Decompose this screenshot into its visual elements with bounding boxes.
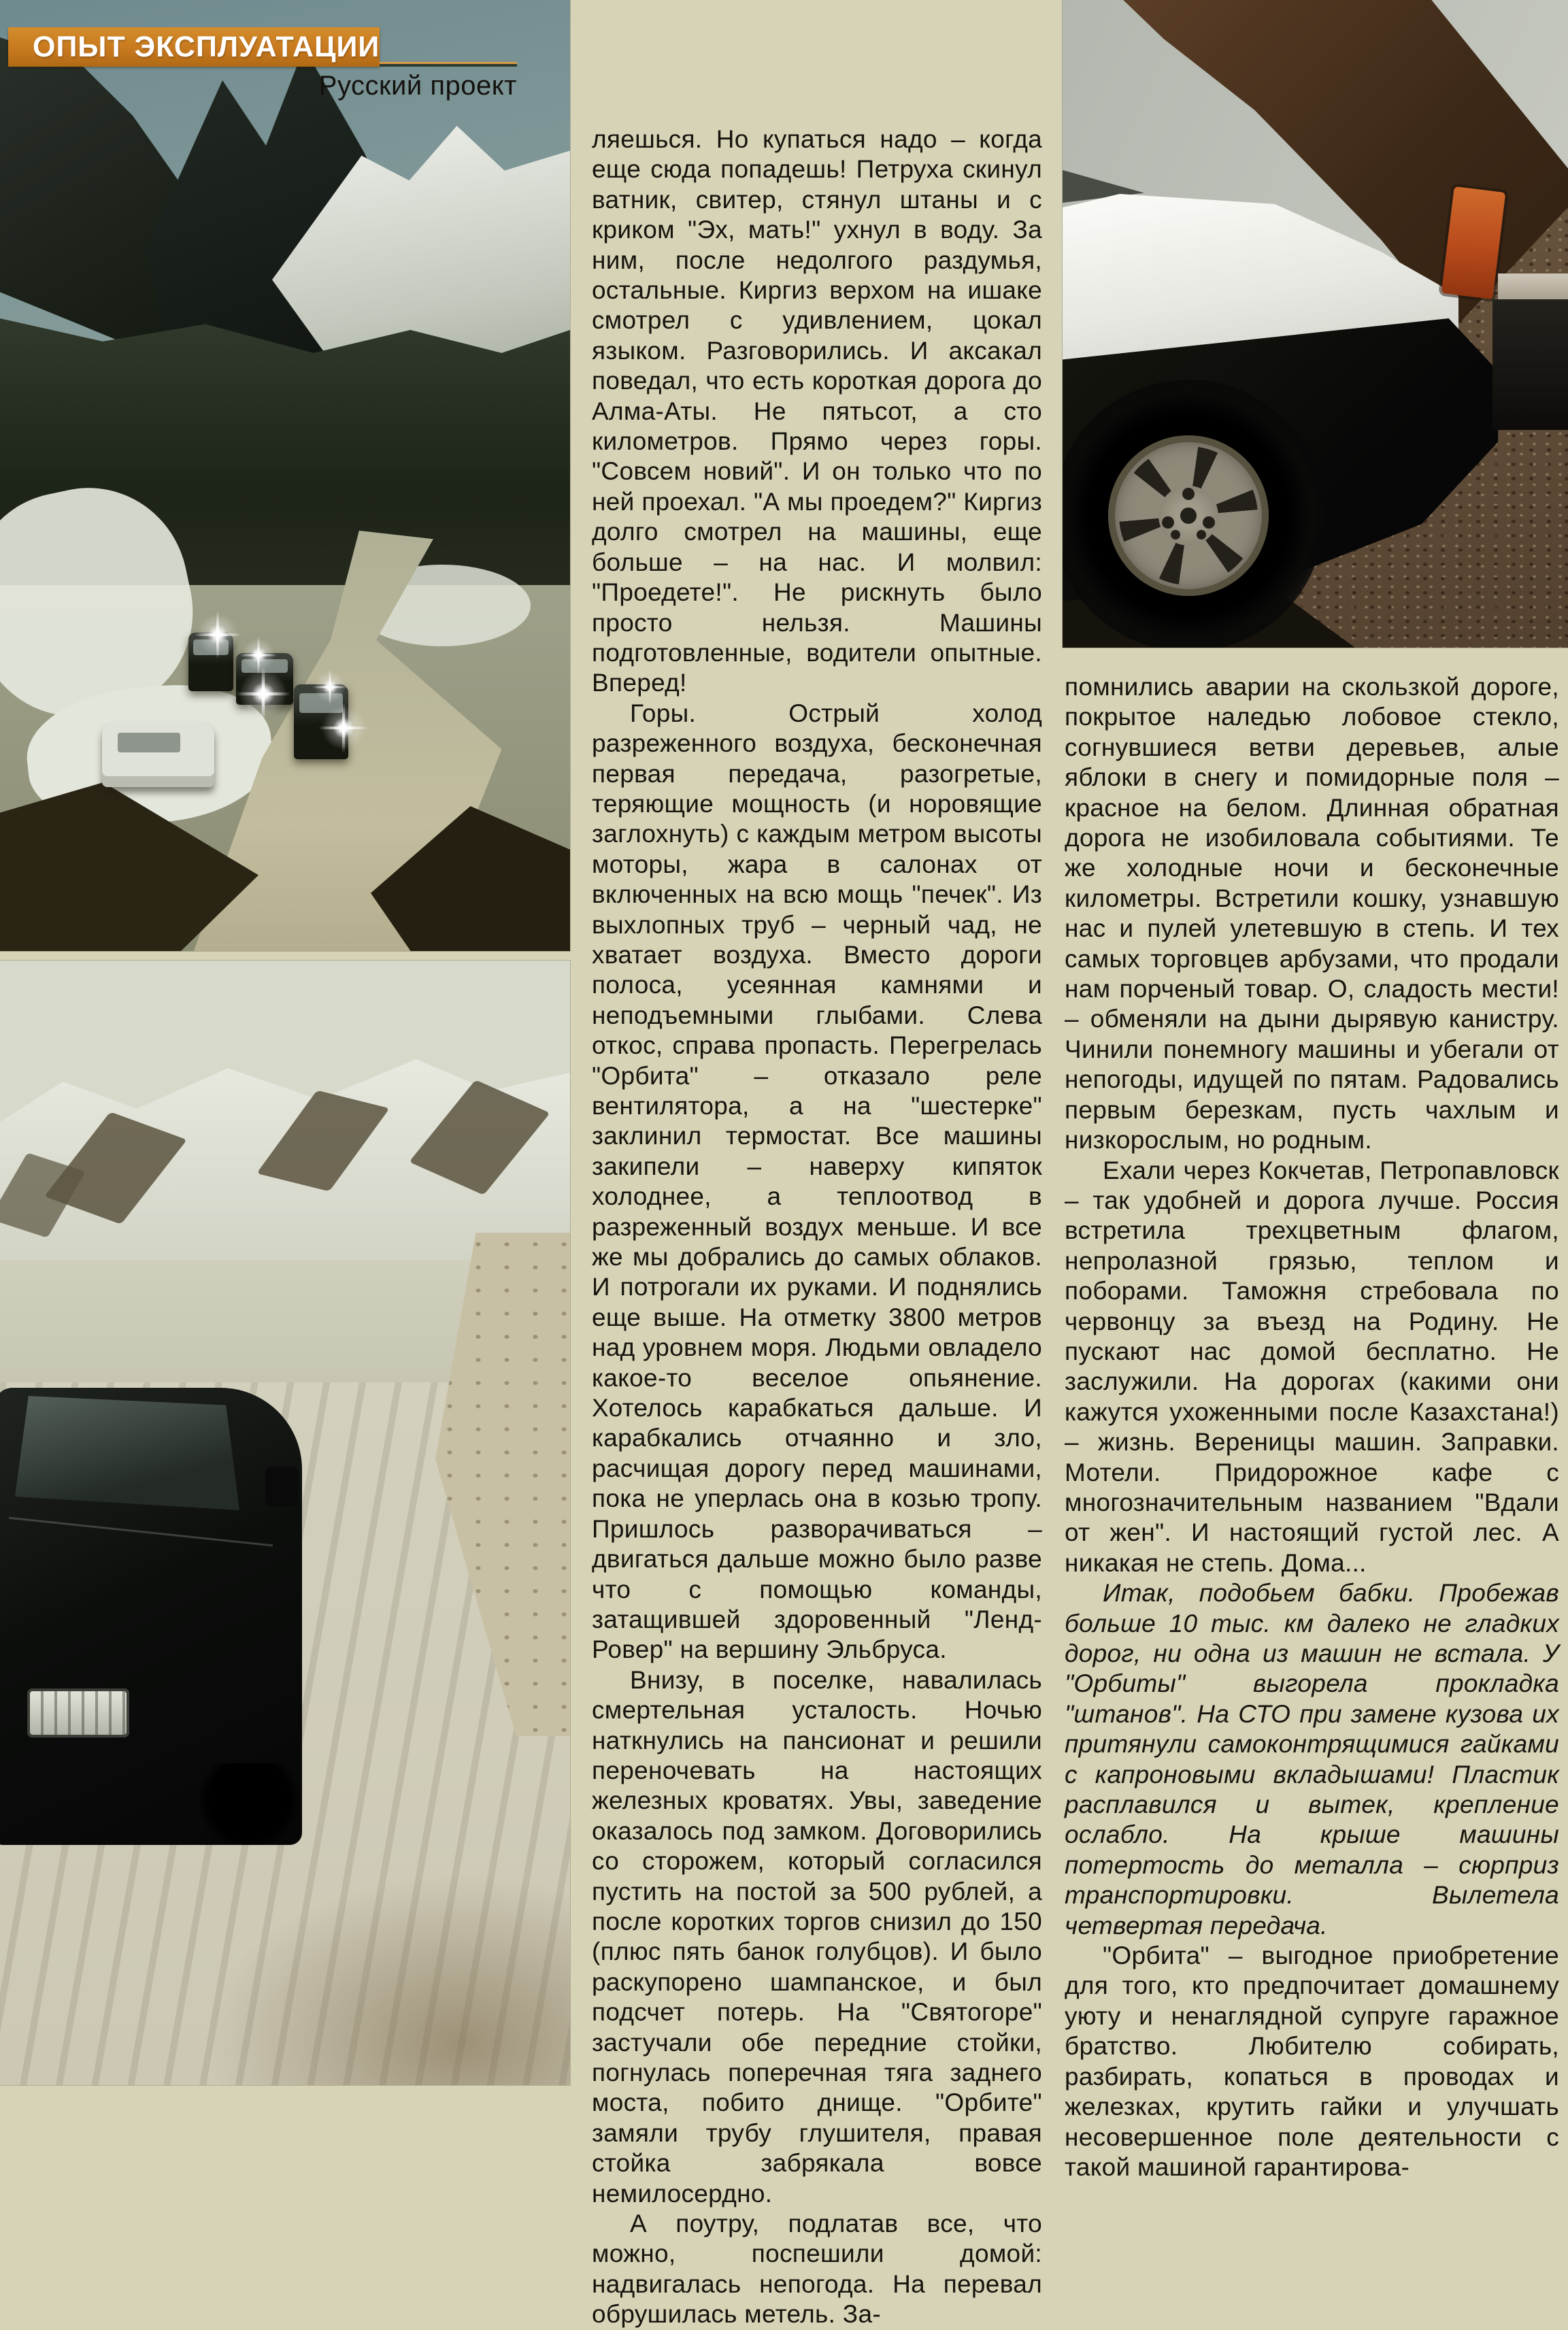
- paragraph: Ехали через Кокчетав, Петропавловск – так удобней и дорога лучше. Россия встретила трехцветным флагом, непролазной грязью, теплом и поборами. Таможня стребовала по червонцу за въезд на Родину. Не пускают нас домой бесплатно. Не заслужили. На дорогах (какими они кажутся ухоженными после Казахстана!) – жизнь. Вереницы машин. Заправки. Мотели. Придорожное кафе с многозначительным названием "Вдали от жен". И настоящий густой лес. А никакая не степь. Дома...: [1065, 1156, 1559, 1577]
- photo-white-car-wheel-cliff: [1063, 0, 1568, 648]
- bumper-end: [1492, 299, 1568, 430]
- text-column-middle: [592, 124, 1042, 2330]
- sun-glint: [312, 669, 348, 705]
- bumper-end-highlight: [1498, 273, 1568, 302]
- wheel-hub: [1158, 486, 1218, 546]
- section-label: ОПЫТ ЭКСПЛУАТАЦИИ: [33, 30, 380, 63]
- side-mirror: [265, 1467, 298, 1506]
- sun-glint: [194, 611, 241, 659]
- paragraph: "Орбита" – выгодное приобретение для того, кто предпочитает домашнему уюту и ненаглядной супруге гаражное братство. Любителю собирать, разбирать, копаться в проводах и железках, крутить гайки и улучшать несовершенное поле деятельности с такой машиной гарантирова-: [1065, 1942, 1559, 2181]
- photo-mountain-valley: [0, 0, 570, 951]
- paragraph: Внизу, в поселке, навалилась смертельная усталость. Ночью наткнулись на пансионат и решили переночевать на настоящих железных кроватях. Увы, заведение оказалось под замком. Договорились со сторожем, который согласился пустить на постой за 500 рублей, а после коротких торгов снизил до 150 (плюс пять банок голубцов). И было раскупорено шампанское, и был подсчет потерь. На "Святогоре" застучали обе передние стойки, погнулась поперечная тяга заднего моста, побито днище. "Орбите" замяли трубу глушителя, правая стойка забрякала вовсе немилосердно.: [592, 1665, 1042, 2208]
- mud-patch-shape: [204, 1872, 570, 2085]
- text-column-right: [1065, 672, 1559, 2182]
- snow-covered-car: [102, 722, 214, 787]
- paragraph: помнились аварии на скользкой дороге, покрытое наледью лобовое стекло, согнувшиеся ветви деревьев, алые яблоки в снегу и помидорные поля – красное на белом. Длинная обратная дорога не изобиловала событиями. Те же холодные ночи и бесконечные километры. Встретили кошку, узнавшую нас и пулей улетевшую в степь. И тех самых торговцев арбузами, что продали нам порченый товар. О, сладость мести! – обменяли на дыни дырявую канистру. Чинили понемногу машины и убегали от непогоды, идущей по пятам. Радовались первым березкам, пусть чахлым и низкорослым, но родным.: [1065, 673, 1559, 1154]
- photo-snowy-pass-repair: [0, 961, 570, 2085]
- sun-glint: [318, 703, 369, 753]
- paragraph: Горы. Острый холод разреженного воздуха, бесконечная первая передача, разогретые, теряющие мощность (и норовящие заглохнуть) с каждым метром высоты моторы, жара в салонах от включенных на всю мощь "печек". Из выхлопных труб – черный чад, не хватает воздуха. Вместо дороги полоса, усеянная камнями и неподъемными глыбами. Слева откос, справа пропасть. Перегрелась "Орбита" – отказало реле вентилятора, а на "шестерке" заклинил термостат. Все машины закипели – наверху кипяток холоднее, а теплоотвод в разреженный воздух меньше. И все же мы добрались до самых облаков. И потрогали их руками. И поднялись еще выше. На отметку 3800 метров над уровнем моря. Людьми овладело какое-то веселое опьянение. Хотелось карабкаться дальше. И карабкались отчаянно и зло, расчищая дорогу перед машинами, пока не уперлась она в козью тропу. Пришлось разворачиваться – двигаться дальше можно было разве что с помощью команды, затащившей здоровенный "Ленд-Ровер" на вершину Эльбруса.: [592, 699, 1042, 1664]
- steel-wheel-rim: [1108, 435, 1269, 596]
- sun-glint: [236, 667, 291, 722]
- paragraph: ляешься. Но купаться надо – когда еще сюда попадешь! Петруха скинул ватник, свитер, стянул штаны и с криком "Эх, мать!" ухнул в воду. За ним, после недолгого раздумья, остальные. Киргиз верхом на ишаке смотрел с удивлением, цокал языком. Разговорились. И аксакал поведал, что есть короткая дорога до Алма-Аты. Не пятьсот, а сто километров. Прямо через горы. "Совсем новий". И он только что по ней проехал. "А мы проедем?" Киргиз долго смотрел на машины, еще больше – на нас. И молвил: "Проедете!". Не рискнуть было просто нельзя. Машины подготовленные, водители опытные. Вперед!: [592, 125, 1042, 697]
- car-windshield: [15, 1396, 239, 1510]
- headlight: [27, 1688, 129, 1737]
- banner-underline: [380, 62, 517, 67]
- paragraph: А поутру, подлатав все, что можно, поспешили домой: надвигалась непогода. На перевал обрушилась метель. За-: [592, 2210, 1042, 2329]
- black-car: [0, 1388, 302, 1845]
- section-banner: [8, 27, 380, 67]
- front-wheel: [196, 1763, 302, 1845]
- paragraph: Итак, подобьем бабки. Пробежав больше 10 тыс. км далеко не гладких дорог, ни одна из машин не встала. У "Орбиты" выгорела прокладка "штанов". На СТО при замене кузова их притянули самоконтрящимися гайками с капроновыми вкладышами! Пластик расплавился и вытек, крепление ослабло. На крыше машины потертость до металла – сюрприз транспортировки. Вылетела четвертая передача.: [1065, 1579, 1559, 1940]
- article-subtitle: Русский проект: [318, 71, 517, 101]
